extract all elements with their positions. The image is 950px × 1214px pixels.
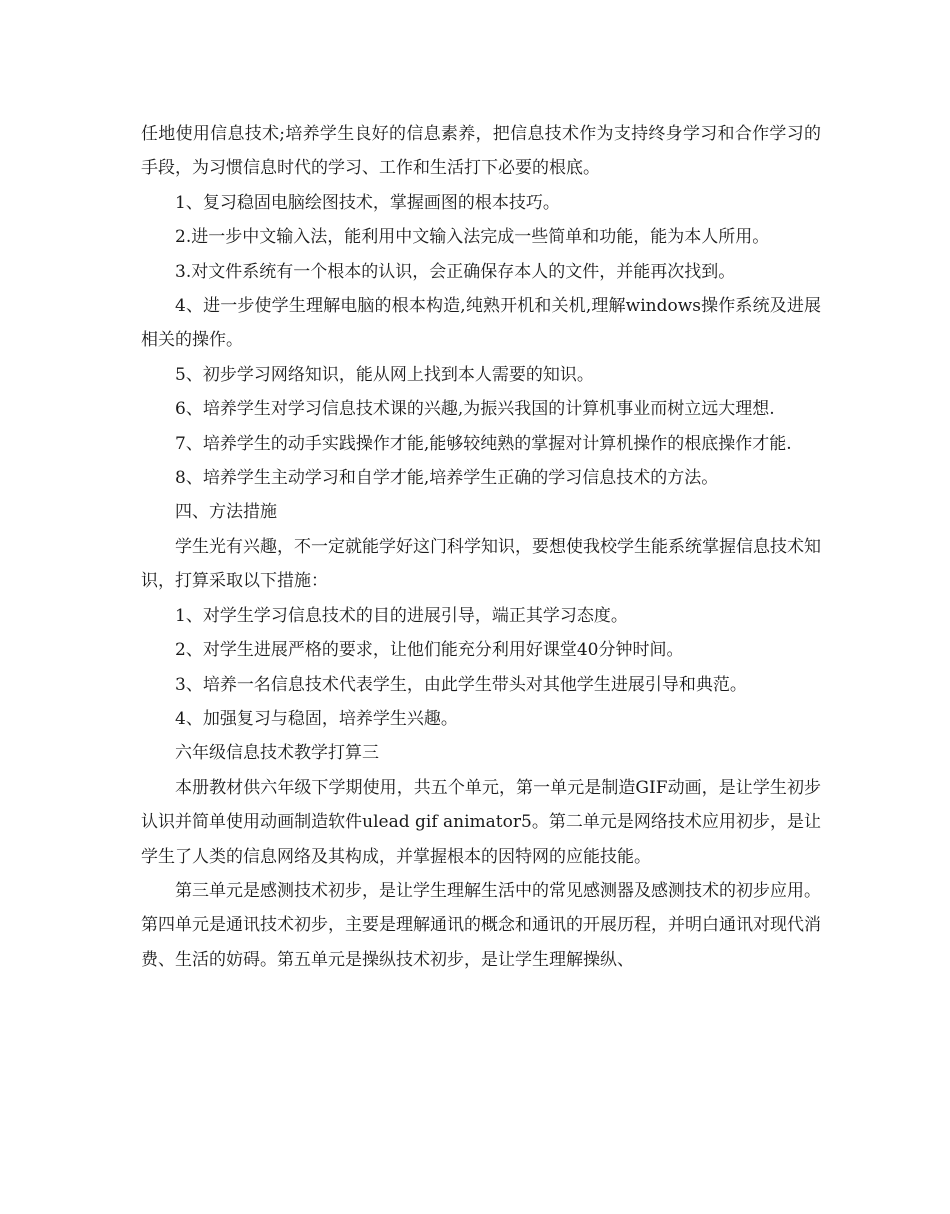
methods-intro: 学生光有兴趣，不一定就能学好这门科学知识，要想使我校学生能系统掌握信息技术知识，打算采取以下措施：: [141, 536, 821, 592]
goal-item-8: 8、培养学生主动学习和自学才能,培养学生正确的学习信息技术的方法。: [175, 468, 719, 489]
method-item-3: 3、培养一名信息技术代表学生，由此学生带头对其他学生进展引导和典范。: [175, 674, 747, 695]
paragraph-units-3-5: 第三单元是感测技术初步，是让学生理解生活中的常见感测器及感测技术的初步应用。第四单元是通讯技术初步，主要是理解通讯的概念和通讯的开展历程，并明白通讯对现代消费、生活的妨碍。第五单元是操纵技术初步，是让学生理解操纵、: [141, 880, 821, 970]
paragraph-units-1-2: 本册教材供六年级下学期使用，共五个单元，第一单元是制造GIF动画，是让学生初步认识并简单使用动画制造软件ulead gif animator5。第二单元是网络技术应用初步，是让学生了人类的信息网络及其构成，并掌握根本的因特网的应能技能。: [141, 777, 821, 867]
document-body: [141, 117, 821, 977]
section-heading-methods: 四、方法措施: [175, 502, 277, 523]
method-item-4: 4、加强复习与稳固，培养学生兴趣。: [175, 708, 458, 729]
method-item-2: 2、对学生进展严格的要求，让他们能充分利用好课堂40分钟时间。: [175, 640, 684, 661]
goal-item-5: 5、初步学习网络知识，能从网上找到本人需要的知识。: [175, 364, 594, 385]
goal-item-7: 7、培养学生的动手实践操作才能,能够较纯熟的掌握对计算机操作的根底操作才能.: [175, 433, 792, 454]
goal-item-2: 2.进一步中文输入法，能利用中文输入法完成一些简单和功能，能为本人所用。: [175, 227, 770, 248]
goal-item-6: 6、培养学生对学习信息技术课的兴趣,为振兴我国的计算机事业而树立远大理想.: [175, 399, 775, 420]
goal-item-3: 3.对文件系统有一个根本的认识，会正确保存本人的文件，并能再次找到。: [175, 261, 736, 282]
goal-item-4: 4、进一步使学生理解电脑的根本构造,纯熟开机和关机,理解windows操作系统及进展相关的操作。: [141, 296, 821, 351]
paragraph-intro: 任地使用信息技术;培养学生良好的信息素养，把信息技术作为支持终身学习和合作学习的手段，为习惯信息时代的学习、工作和生活打下必要的根底。: [141, 124, 821, 179]
goal-item-1: 1、复习稳固电脑绘图技术，掌握画图的根本技巧。: [175, 192, 560, 213]
method-item-1: 1、对学生学习信息技术的目的进展引导，端正其学习态度。: [175, 605, 628, 626]
section-heading-plan-three: 六年级信息技术教学打算三: [175, 743, 379, 764]
